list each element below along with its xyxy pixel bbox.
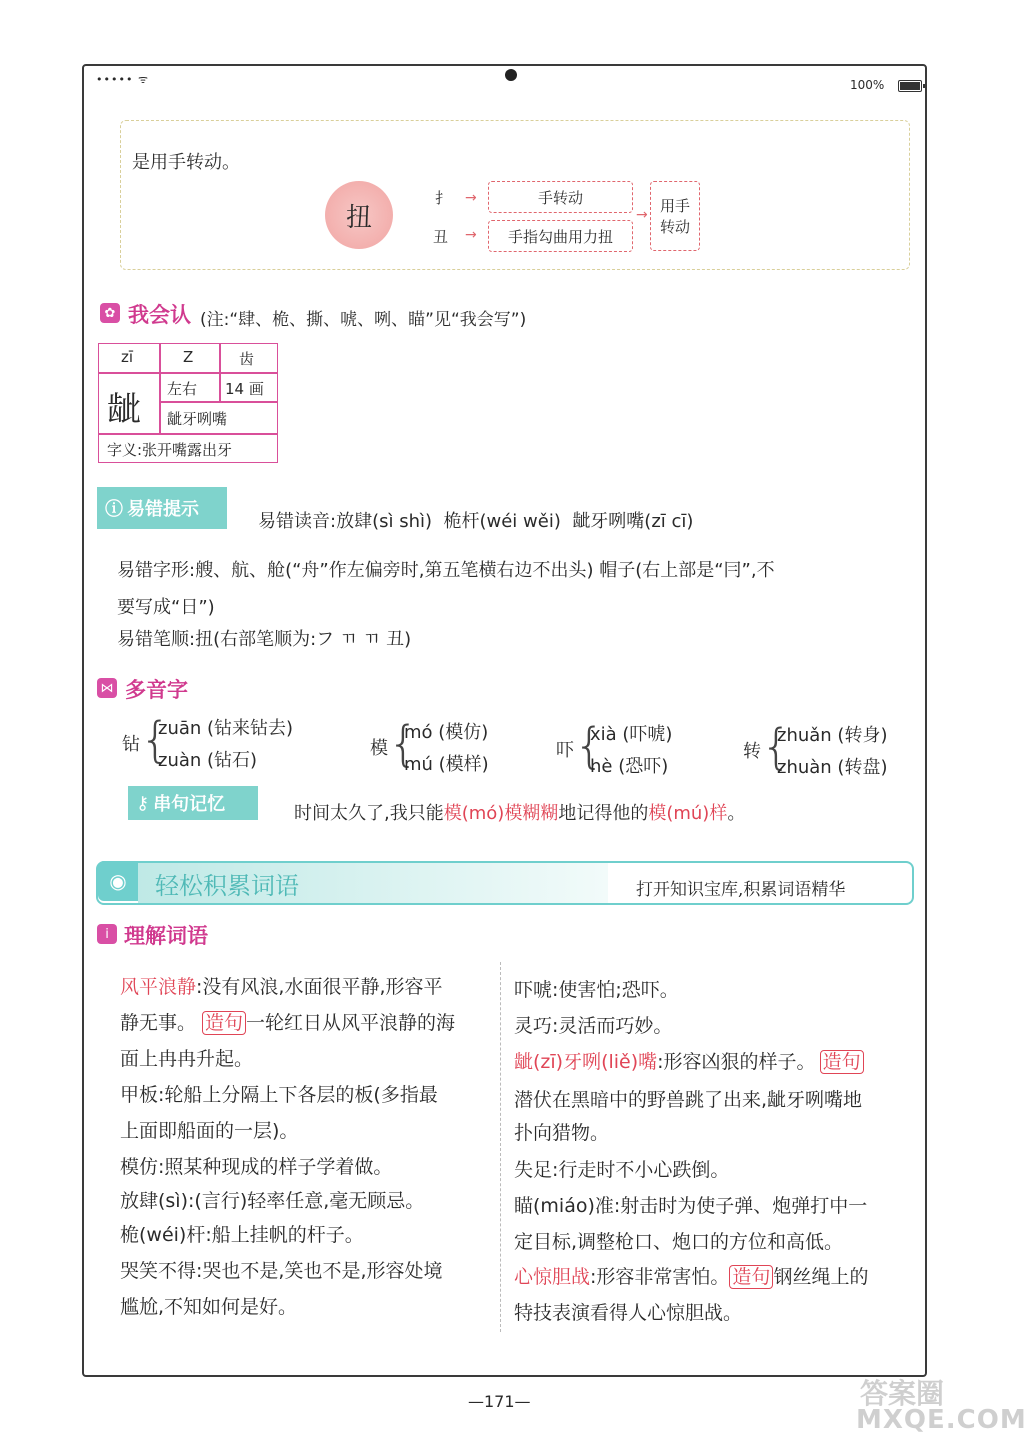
word-entry: 定目标,调整枪口、炮口的方位和高低。 bbox=[514, 1231, 844, 1253]
polyphone-reading: mó (模仿) bbox=[404, 722, 489, 743]
character-card bbox=[98, 343, 278, 463]
recognize-note: (注:“肆、桅、撕、唬、咧、瞄”见“我会写”) bbox=[200, 310, 527, 330]
battery-icon bbox=[898, 80, 922, 92]
info-icon: ⓘ bbox=[105, 499, 123, 520]
signal-icon: ••••• ᯤ bbox=[96, 73, 149, 86]
memory-highlight: 模(mó)模糊糊 bbox=[443, 803, 559, 824]
card-character: 龇 bbox=[107, 390, 141, 430]
word-definition: :形容非常害怕。 bbox=[590, 1266, 730, 1288]
piggy-bank-icon: ◉ bbox=[98, 861, 138, 901]
polyphone-reading: zuān (钻来钻去) bbox=[158, 718, 294, 739]
word-definition: :没有风浪,水面很平静,形容平 bbox=[196, 976, 443, 998]
word-term: 龇(zī)牙咧(liě)嘴 bbox=[514, 1051, 658, 1073]
card-structure: 左右 bbox=[167, 380, 198, 398]
reading-item: 龇牙咧嘴( bbox=[572, 511, 652, 532]
watermark-url: MXQE.COM bbox=[856, 1405, 1027, 1435]
word-entry: 瞄(miáo)准:射击时为使子弹、炮弹打中一 bbox=[514, 1195, 868, 1217]
understand-title: 理解词语 bbox=[124, 924, 208, 948]
example-sentence: 一轮红日从风平浪静的海 bbox=[246, 1012, 456, 1034]
reading-correct: sì bbox=[379, 511, 394, 532]
brace: { bbox=[388, 716, 419, 772]
key-icon: ⚷ bbox=[136, 792, 150, 814]
share-icon: ⋈ bbox=[97, 678, 117, 698]
word-entry bbox=[514, 1047, 864, 1074]
flower-icon: ✿ bbox=[100, 303, 120, 323]
word-entry: 扑向猎物。 bbox=[514, 1122, 610, 1144]
example-sentence: 钢丝绳上的 bbox=[773, 1266, 869, 1288]
card-meaning: 字义:张开嘴露出牙 bbox=[107, 441, 233, 459]
arrow-icon: → bbox=[465, 190, 477, 206]
word-entry bbox=[120, 1008, 455, 1035]
component-1: 扌 bbox=[435, 189, 451, 207]
word-entry: 哭笑不得:哭也不是,笑也不是,形容处境 bbox=[120, 1260, 443, 1282]
arrow-icon: → bbox=[636, 207, 648, 223]
word-term: 心惊胆战 bbox=[514, 1266, 591, 1288]
reading-item: cī) bbox=[665, 511, 694, 532]
word-entry bbox=[514, 1262, 868, 1289]
word-entry: 失足:行走时不小心跌倒。 bbox=[514, 1159, 730, 1181]
column-divider bbox=[500, 962, 501, 1332]
word-entry: 放肆(sì):(言行)轻率任意,毫无顾忌。 bbox=[120, 1190, 425, 1212]
camera-dot bbox=[505, 69, 517, 81]
words-section-title: 轻松积累词语 bbox=[155, 872, 299, 900]
polyphone-reading: xià (吓唬) bbox=[590, 724, 673, 745]
reading-item: 桅杆( bbox=[443, 511, 487, 532]
component-2: 丑 bbox=[433, 228, 449, 246]
polyphone-reading: mú (模样) bbox=[404, 754, 489, 775]
error-shape-line-1: 易错字形:艘、航、舱(“舟”作左偏旁时,第五笔横右边不出头) 帽子(右上部是“冃”,不 bbox=[117, 560, 775, 581]
word-entry: 吓唬:使害怕;恐吓。 bbox=[514, 979, 679, 1001]
memory-banner bbox=[128, 786, 258, 820]
memory-sentence bbox=[294, 799, 745, 825]
polyphone-char-2: 模 bbox=[370, 738, 388, 759]
card-radical: 齿 bbox=[239, 350, 255, 368]
example-tag: 造句 bbox=[820, 1050, 864, 1074]
reading-correct: wéi bbox=[486, 511, 518, 532]
card-word: 龇牙咧嘴 bbox=[167, 410, 228, 428]
result-line-2: 转动 bbox=[659, 218, 690, 236]
word-entry: 面上冉冉升起。 bbox=[120, 1048, 254, 1070]
page-number: —171— bbox=[468, 1392, 531, 1411]
word-definition: 静无事。 bbox=[120, 1012, 197, 1034]
memory-highlight: 模(mú)样 bbox=[648, 803, 728, 824]
card-strokes: 14 画 bbox=[225, 380, 264, 398]
error-tips-banner bbox=[97, 487, 227, 529]
word-term: 风平浪静 bbox=[120, 976, 197, 998]
reading-item: 放肆( bbox=[336, 511, 380, 532]
result-line-1: 用手 bbox=[659, 197, 690, 215]
words-section-subtitle: 打开知识宝库,积累词语精华 bbox=[636, 880, 846, 900]
example-tag: 造句 bbox=[729, 1265, 773, 1289]
card-pinyin: zī bbox=[121, 348, 134, 366]
recognize-title: 我会认 bbox=[128, 303, 191, 327]
word-entry: 潜伏在黑暗中的野兽跳了出来,龇牙咧嘴地 bbox=[514, 1089, 863, 1111]
word-entry: 模仿:照某种现成的样子学着做。 bbox=[120, 1156, 393, 1178]
reading-item: shì) bbox=[393, 511, 433, 532]
reading-correct: zī bbox=[651, 511, 666, 532]
memory-text: 。 bbox=[727, 803, 746, 824]
error-reading-line bbox=[258, 507, 693, 533]
memory-text: 时间太久了,我只能 bbox=[294, 803, 444, 824]
brace: { bbox=[574, 718, 605, 774]
reading-label: 易错读音: bbox=[258, 511, 337, 532]
word-entry: 甲板:轮船上分隔上下各层的板(多指最 bbox=[120, 1084, 438, 1106]
word-entry: 特技表演看得人心惊胆战。 bbox=[514, 1302, 743, 1324]
example-tag: 造句 bbox=[202, 1011, 246, 1035]
memory-label: 串句记忆 bbox=[153, 794, 226, 815]
polyphone-reading: hè (恐吓) bbox=[590, 756, 669, 777]
intro-text: 是用手转动。 bbox=[132, 152, 240, 173]
card-initial: Z bbox=[183, 348, 194, 366]
result-box bbox=[650, 181, 700, 251]
meaning-1: 手转动 bbox=[488, 181, 633, 213]
word-entry: 灵巧:灵活而巧妙。 bbox=[514, 1015, 673, 1037]
word-entry: 尴尬,不知如何是好。 bbox=[120, 1296, 298, 1318]
polyphone-reading: zhuǎn (转身) bbox=[777, 725, 888, 746]
polyphone-char-4: 转 bbox=[743, 741, 761, 762]
word-entry bbox=[120, 972, 443, 999]
word-definition: :形容凶狠的样子。 bbox=[657, 1051, 816, 1073]
watermark-logo: 答案圈 bbox=[860, 1377, 945, 1410]
error-tips-label: 易错提示 bbox=[127, 499, 199, 520]
meaning-2: 手指勾曲用力扭 bbox=[488, 220, 633, 252]
error-shape-line-2: 要写成“日”) bbox=[117, 597, 215, 618]
battery-percent: 100% bbox=[850, 78, 885, 92]
memory-text: 地记得他的 bbox=[558, 803, 649, 824]
word-entry: 桅(wéi)杆:船上挂帆的杆子。 bbox=[120, 1224, 364, 1246]
circle-character: 扭 bbox=[325, 181, 393, 249]
brace: { bbox=[761, 719, 792, 775]
polyphone-char-3: 吓 bbox=[556, 740, 574, 761]
brace: { bbox=[140, 712, 171, 768]
reading-item: wěi) bbox=[517, 511, 561, 532]
error-stroke-line: 易错笔顺:扭(右部笔顺为:フ ㄲ ㄲ 丑) bbox=[117, 629, 412, 650]
info-icon: i bbox=[97, 924, 117, 944]
polyphone-reading: zuàn (钻石) bbox=[158, 750, 258, 771]
polyphone-char-1: 钻 bbox=[122, 734, 140, 755]
word-entry: 上面即船面的一层)。 bbox=[120, 1120, 299, 1142]
polyphone-title: 多音字 bbox=[125, 678, 188, 702]
arrow-icon: → bbox=[465, 227, 477, 243]
polyphone-reading: zhuàn (转盘) bbox=[777, 757, 888, 778]
